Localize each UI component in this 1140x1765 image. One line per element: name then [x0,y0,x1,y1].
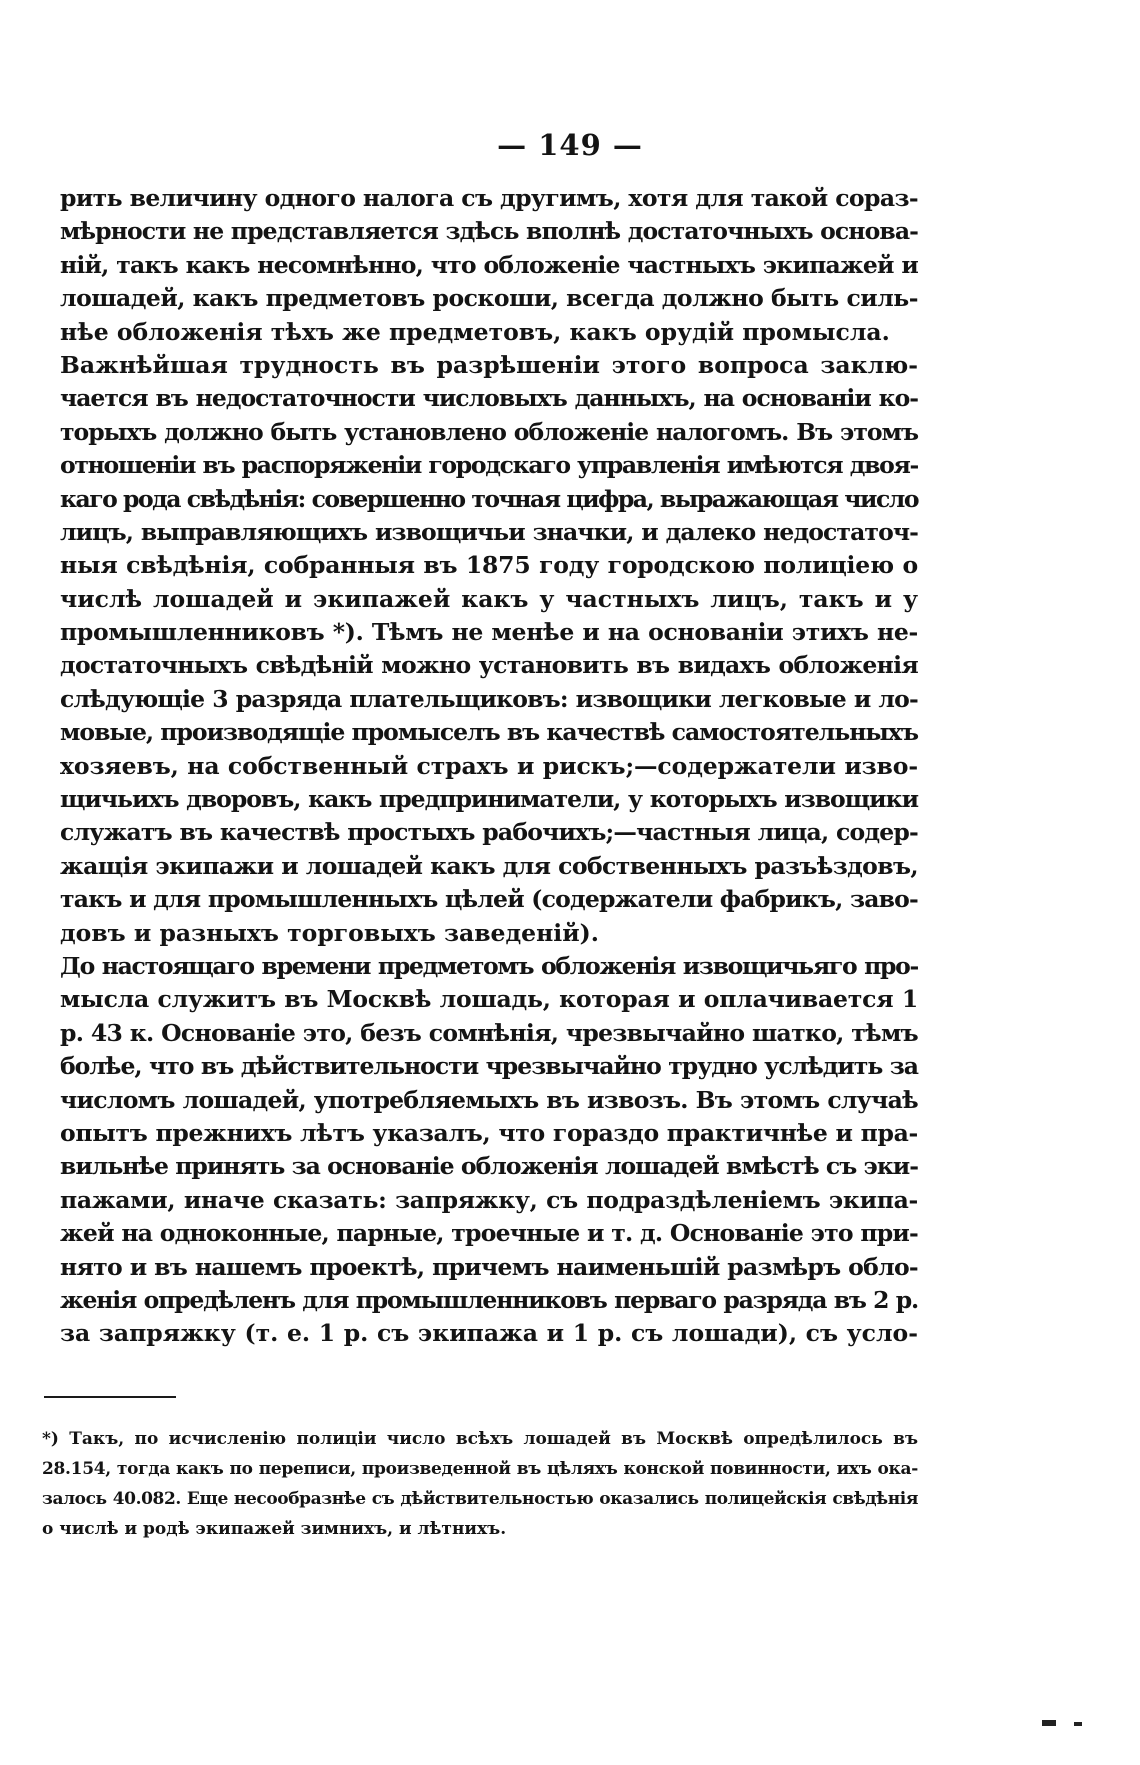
body-line: болѣе, что въ дѣйствительности чрезвычайно трудно услѣдить за [60,1052,918,1081]
body-line: пажами, иначе сказать: запряжку, съ подраздѣленіемъ экипа- [60,1185,918,1214]
body-line: слѣдующіе 3 разряда плательщиковъ: извощики легковые и ло- [60,684,918,713]
body-line: чается въ недостаточности числовыхъ данныхъ, на основаніи ко- [60,384,918,413]
body-text [60,182,918,1351]
footnote-line: о числѣ и родѣ экипажей зимнихъ, и лѣтнихъ. [42,1519,507,1539]
body-line: ній, такъ какъ несомнѣнно, что обложеніе частныхъ экипажей и [60,250,918,279]
body-line: за запряжку (т. е. 1 р. съ экипажа и 1 р. съ лошади), съ усло- [60,1319,918,1348]
body-line: каго рода свѣдѣнія: совершенно точная цифра, выражающая число [60,484,918,513]
body-line: лошадей, какъ предметовъ роскоши, всегда должно быть силь- [60,284,918,313]
scan-speck [1042,1720,1056,1726]
body-line: рить величину одного налога съ другимъ, хотя для такой сораз- [60,184,918,212]
body-line: До настоящаго времени предметомъ обложенія извощичьяго про- [60,951,918,980]
footnote-line: залось 40.082. Еще несообразнѣе съ дѣйствительностью оказались полицейскія свѣдѣнія [42,1489,918,1509]
footnote-line: *) Такъ, по исчисленію полиціи число всѣхъ лошадей въ Москвѣ опредѣлилось въ [42,1429,918,1449]
body-line: вильнѣе принять за основаніе обложенія лошадей вмѣстѣ съ эки- [60,1152,918,1181]
footnote [42,1424,918,1544]
body-line: мѣрности не представляется здѣсь вполнѣ достаточныхъ основа- [60,217,918,246]
body-line: нято и въ нашемъ проектѣ, причемъ наименьшій размѣръ обло- [60,1252,918,1281]
body-line: числѣ лошадей и экипажей какъ у частныхъ лицъ, такъ и у [60,584,918,613]
footnote-line: 28.154, тогда какъ по переписи, произведенной въ цѣляхъ конской повинности, ихъ ока- [42,1459,918,1479]
body-line: щичьихъ дворовъ, какъ предприниматели, у которыхъ извощики [60,785,918,814]
body-line: отношеніи въ распоряженіи городскаго управленія имѣются двоя- [60,451,918,480]
body-line: достаточныхъ свѣдѣній можно установить въ видахъ обложенія [60,651,918,680]
page-number: — 149 — [497,128,643,162]
body-line: женія опредѣленъ для промышленниковъ перваго разряда въ 2 р. [60,1285,918,1314]
body-line: довъ и разныхъ торговыхъ заведеній). [60,918,599,947]
body-line: промышленниковъ *). Тѣмъ не менѣе и на основаніи этихъ не- [60,618,918,647]
body-line: опытъ прежнихъ лѣтъ указалъ, что гораздо практичнѣе и пра- [60,1118,918,1147]
body-line: служатъ въ качествѣ простыхъ рабочихъ;—частныя лица, содер- [60,818,918,847]
body-line: жей на одноконные, парные, троечные и т. д. Основаніе это при- [60,1219,918,1248]
body-line: мовые, производящіе промыселъ въ качествѣ самостоятельныхъ [60,718,918,747]
body-line: хозяевъ, на собственный страхъ и рискъ;—содержатели изво- [60,751,918,780]
body-line: Важнѣйшая трудность въ разрѣшеніи этого вопроса заклю- [60,350,918,379]
body-line: мысла служитъ въ Москвѣ лошадь, которая и оплачивается 1 [60,985,918,1014]
body-line: жащія экипажи и лошадей какъ для собственныхъ разъѣздовъ, [60,851,918,880]
body-line: нѣе обложенія тѣхъ же предметовъ, какъ орудій промысла. [60,317,890,346]
body-line: ныя свѣдѣнія, собранныя въ 1875 году городскою полиціею о [60,551,918,580]
body-line: торыхъ должно быть установлено обложеніе налогомъ. Въ этомъ [60,417,918,446]
body-line: лицъ, выправляющихъ извощичьи значки, и далеко недостаточ- [60,517,918,546]
body-line: такъ и для промышленныхъ цѣлей (содержатели фабрикъ, заво- [60,885,918,914]
body-line: р. 43 к. Основаніе это, безъ сомнѣнія, чрезвычайно шатко, тѣмъ [60,1018,918,1047]
body-line: числомъ лошадей, употребляемыхъ въ извозъ. Въ этомъ случаѣ [60,1085,918,1114]
scan-speck [1074,1722,1082,1726]
footnote-divider [44,1396,176,1398]
